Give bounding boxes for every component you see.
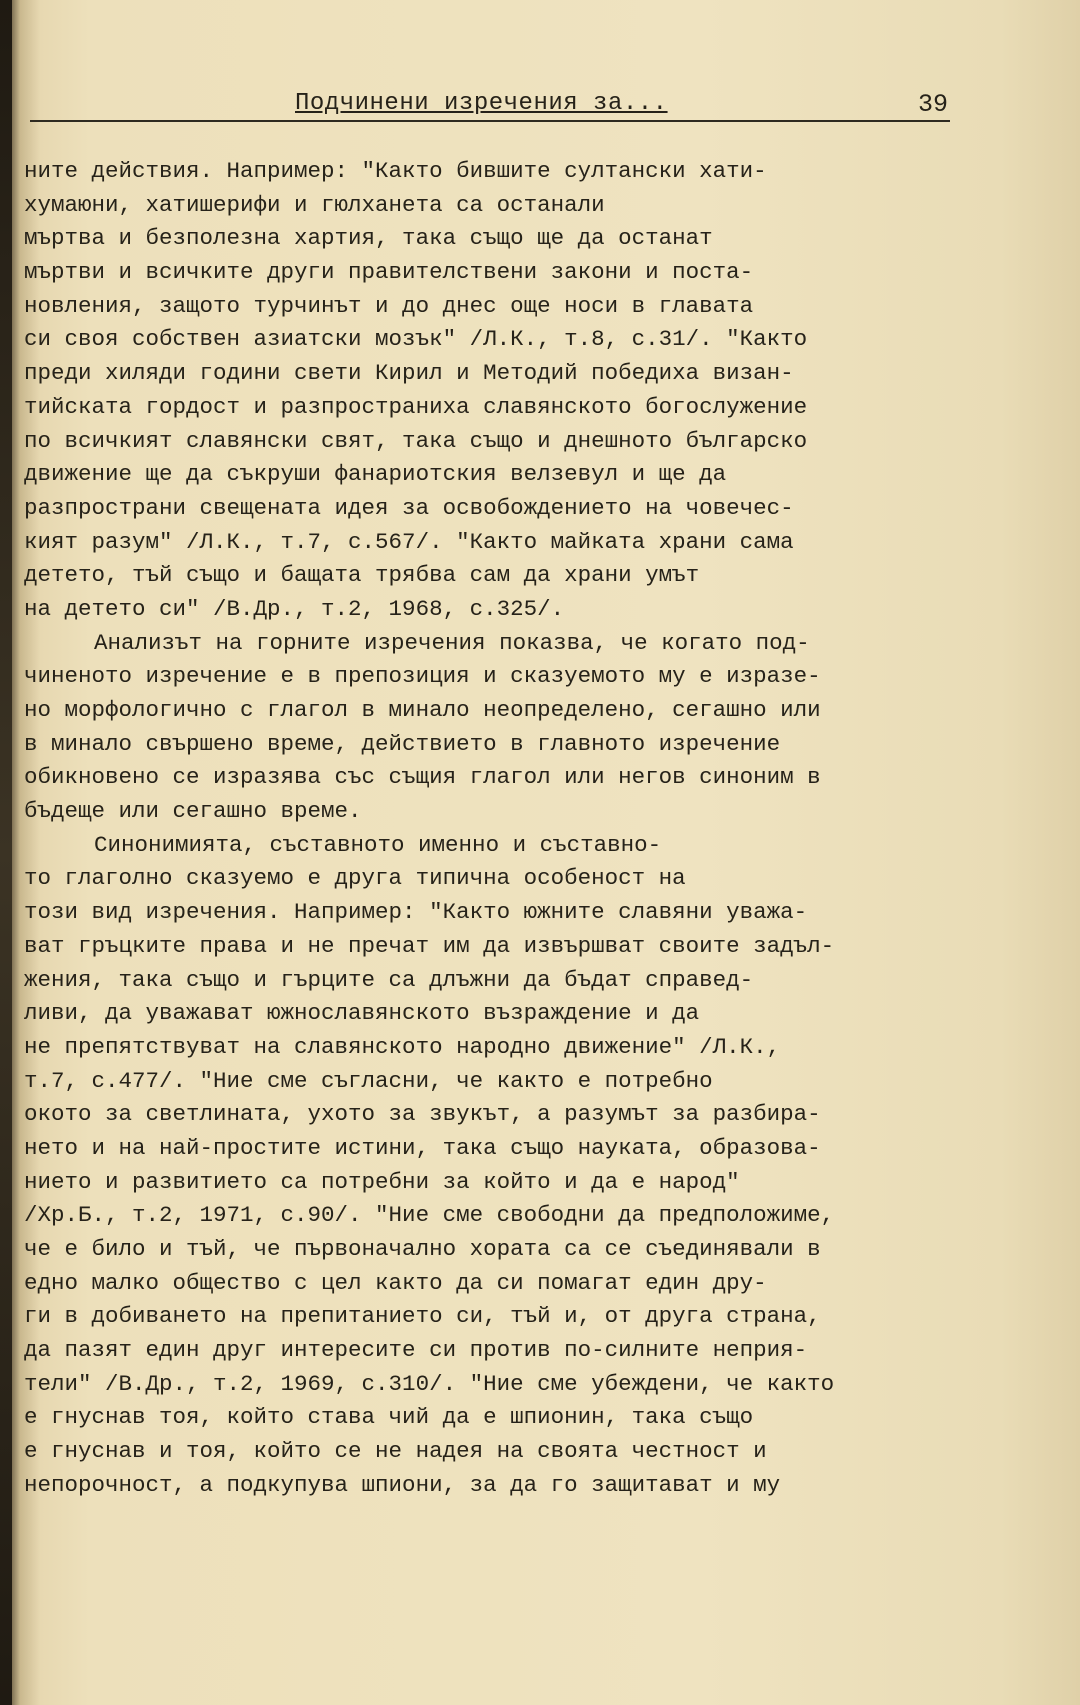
text-line: но морфологично с глагол в минало неопределено, сегашно или	[24, 697, 821, 723]
text-line: ливи, да уважават южнославянското възраждение и да	[24, 1000, 700, 1027]
text-line: чиненото изречение е в препозиция и сказуемото му е изразе-	[24, 663, 821, 690]
text-line: жения, така също и гърците са длъжни да бъдат справед-	[24, 966, 754, 993]
text-line: тели" /В.Др., т.2, 1969, с.310/. "Ние сме убеждени, че както	[24, 1370, 835, 1397]
text-line: тийската гордост и разпространиха славянското богослужение	[24, 393, 808, 420]
text-line: разпространи свещената идея за освобождението на човечес-	[24, 494, 794, 521]
text-line: по всичкият славянски свят, така също и днешното българско	[24, 427, 808, 454]
text-line: новления, защото турчинът и до днес още носи в главата	[24, 292, 754, 319]
binding-edge	[0, 0, 12, 1705]
page-header	[30, 88, 950, 122]
body-text	[24, 155, 984, 1503]
text-line: хумаюни, хатишерифи и гюлханета са останали	[24, 191, 605, 218]
text-line: си своя собствен азиатски мозък" /Л.К., т.8, с.31/. "Както	[24, 326, 808, 353]
paragraph-start-line: Синонимията, съставното именно и съставно-	[94, 831, 662, 858]
text-line: то глаголно сказуемо е друга типична особеност на	[24, 865, 686, 892]
paragraph-start-line: Анализът на горните изречения показва, че когато под-	[94, 629, 810, 656]
text-line: /Хр.Б., т.2, 1971, с.90/. "Ние сме свободни да предположиме,	[24, 1202, 835, 1229]
text-line: обикновено се изразява със същия глагол или негов синоним в	[24, 764, 821, 791]
text-line: в минало свършено време, действието в главното изречение	[24, 730, 781, 757]
text-line: ните действия. Например: "Както бившите султански хати-	[24, 158, 767, 184]
text-line: не препятствуват на славянското народно движение" /Л.К.,	[24, 1033, 781, 1060]
text-line: ват гръцките права и не пречат им да извършват своите задъл-	[24, 932, 835, 959]
text-line: на детето си" /В.Др., т.2, 1968, с.325/.	[24, 595, 565, 622]
page-number: 39	[917, 90, 948, 119]
text-line: т.7, с.477/. "Ние сме съгласни, че както е потребно	[24, 1067, 713, 1094]
text-line: непорочност, а подкупува шпиони, за да го защитават и му	[24, 1471, 781, 1498]
text-line: нето и на най-простите истини, така също науката, образова-	[24, 1134, 821, 1161]
text-line: окото за светлината, ухото за звукът, а разумът за разбира-	[24, 1101, 821, 1128]
text-line: нието и развитието са потребни за който и да е народ"	[24, 1168, 740, 1195]
text-line: детето, тъй също и бащата трябва сам да храни умът	[24, 562, 700, 589]
text-line: мъртва и безполезна хартия, така също ще да останат	[24, 225, 713, 252]
text-line: мъртви и всичките други правителствени закони и поста-	[24, 259, 754, 286]
text-line: движение ще да съкруши фанариотския велзевул и ще да	[24, 461, 727, 488]
text-line: този вид изречения. Например: "Както южните славяни уважа-	[24, 899, 808, 926]
text-line: кият разум" /Л.К., т.7, с.567/. "Както майката храни сама	[24, 528, 794, 555]
text-line: бъдеще или сегашно време.	[24, 798, 362, 825]
text-line: едно малко общество с цел както да си помагат един дру-	[24, 1269, 767, 1296]
text-line: че е било и тъй, че първоначално хората са се съединявали в	[24, 1236, 821, 1262]
text-line: е гнуснав и тоя, който се не надея на своята честност и	[24, 1438, 767, 1465]
header-rule	[30, 120, 950, 122]
running-title: Подчинени изречения за...	[295, 90, 668, 117]
text-line: е гнуснав тоя, който става чий да е шпионин, така също	[24, 1404, 754, 1431]
text-line: да пазят един друг интересите си против по-силните неприя-	[24, 1337, 808, 1364]
text-line: ги в добиването на препитанието си, тъй и, от друга страна,	[24, 1303, 821, 1330]
text-line: преди хиляди години свети Кирил и Методий победиха визан-	[24, 360, 794, 387]
